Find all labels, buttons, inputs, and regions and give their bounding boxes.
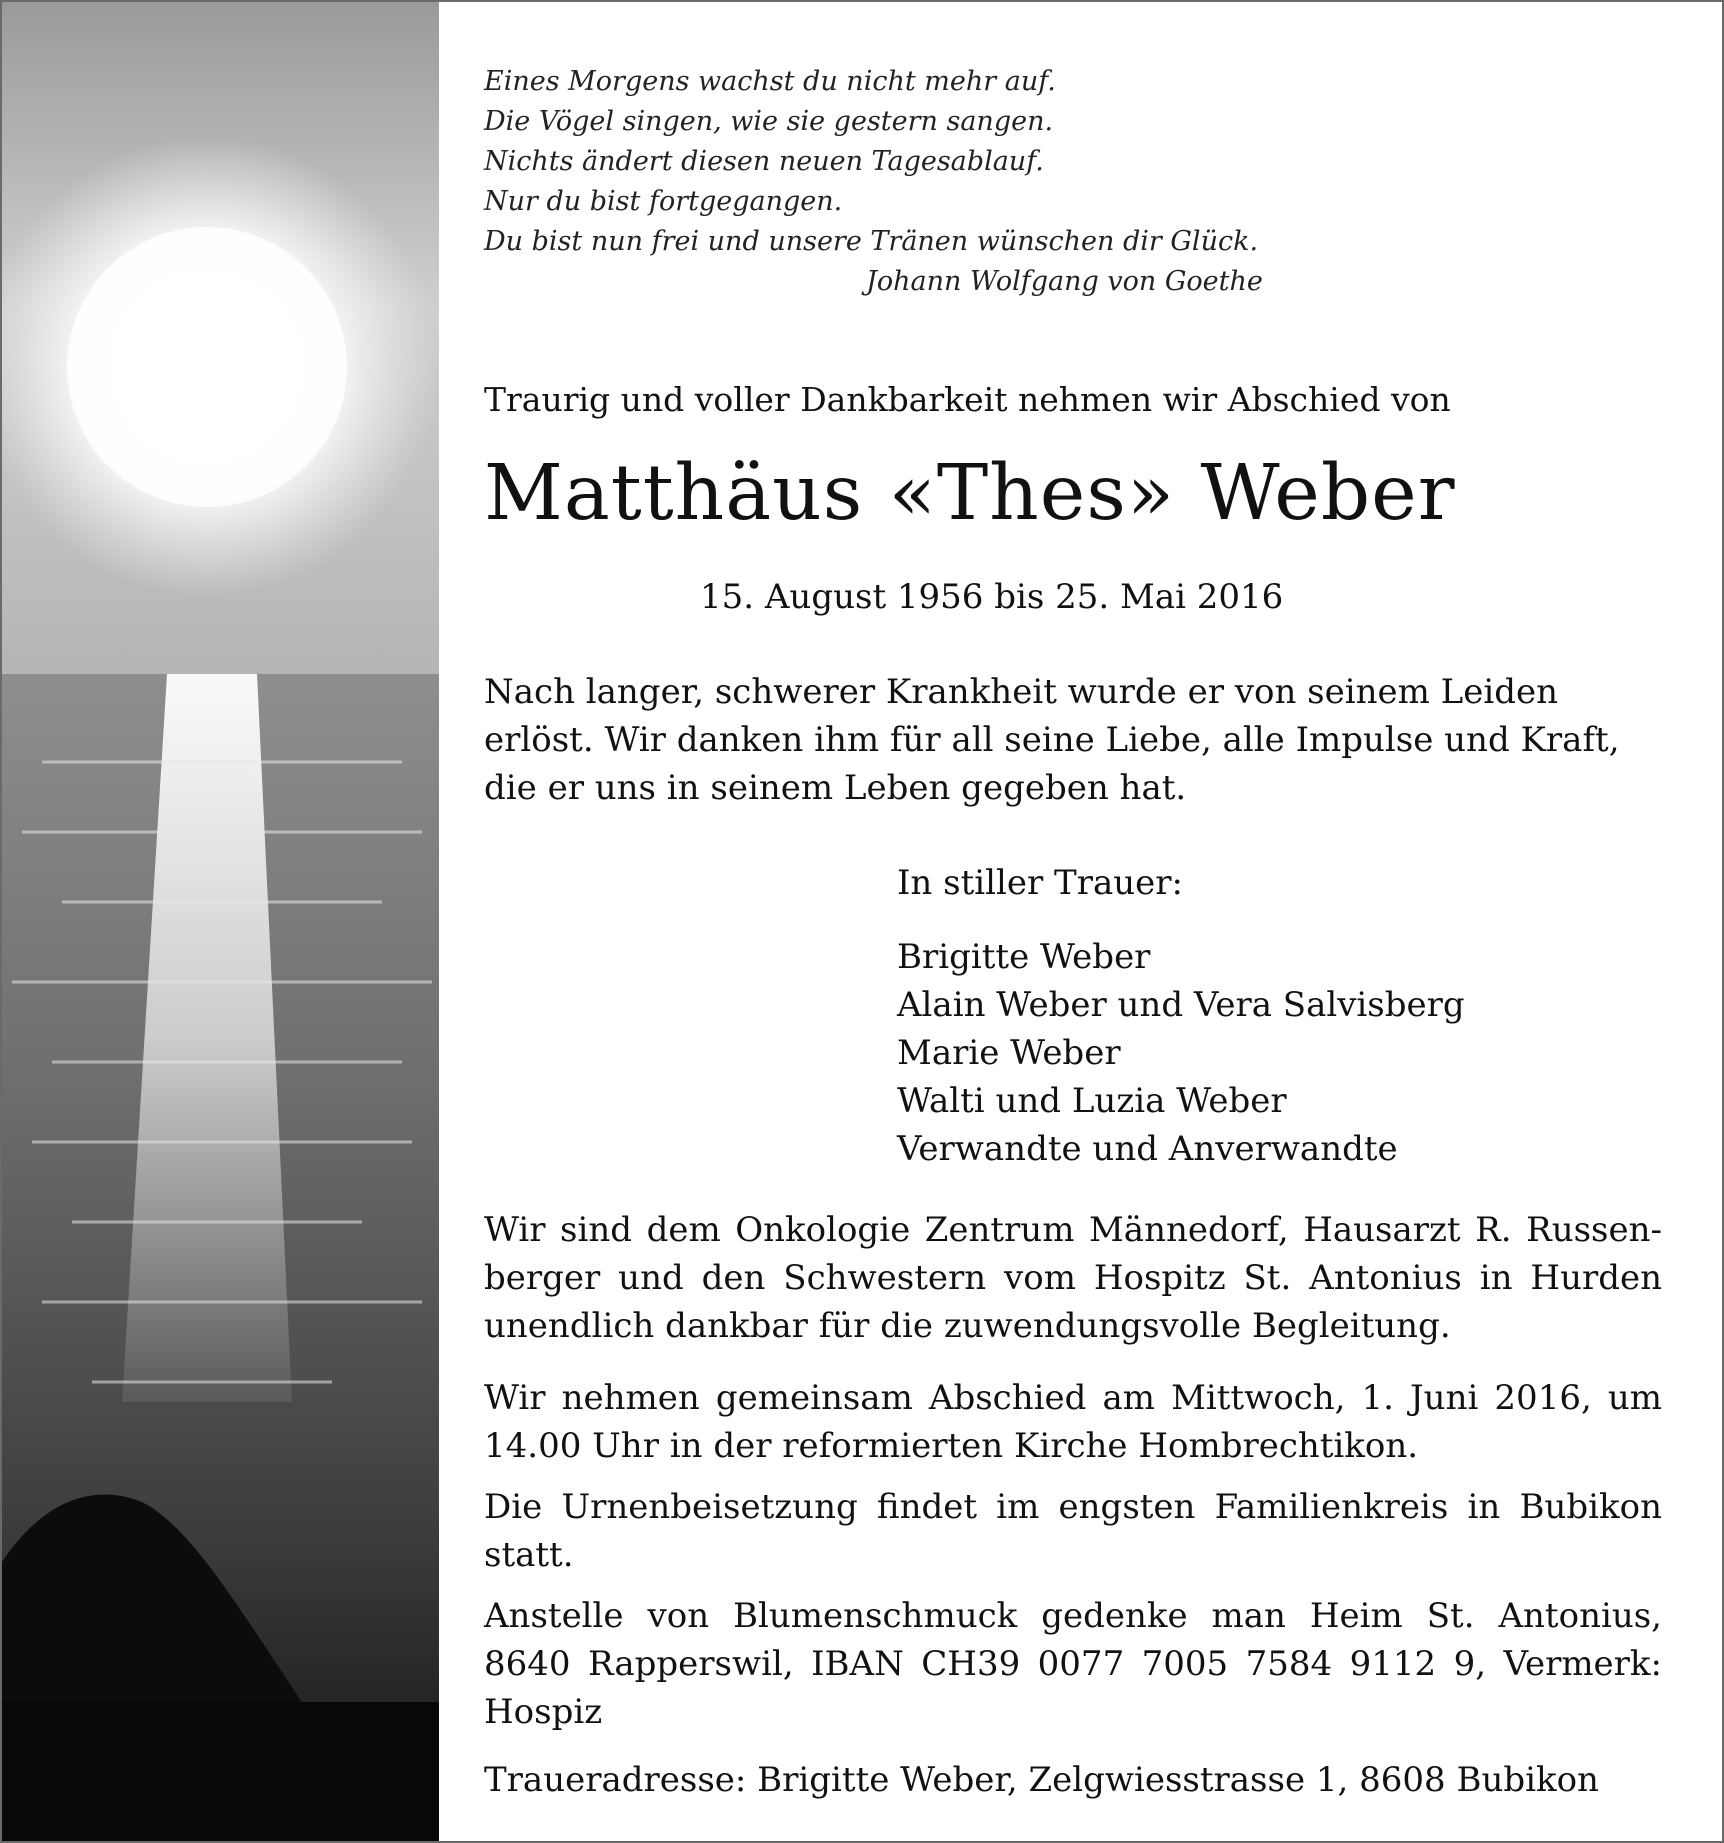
poem-line: Die Vögel singen, wie sie gestern sangen. — [484, 106, 1054, 137]
paragraph-line: Wir sind dem Onkologie Zentrum Männedorf, Hausarzt R. Russen- — [484, 1210, 1662, 1250]
life-dates: 15. August 1956 bis 25. Mai 2016 — [700, 577, 1284, 617]
paragraph-line: statt. — [484, 1535, 574, 1575]
sunset-sea-photo — [2, 2, 439, 1841]
paragraph-line: Wir nehmen gemeinsam Abschied am Mittwoch, 1. Juni 2016, um — [484, 1378, 1662, 1418]
paragraph-line: berger und den Schwestern vom Hospitz St. Antonius in Hurden — [484, 1258, 1662, 1298]
poem-line: Eines Morgens wachst du nicht mehr auf. — [484, 66, 1056, 97]
poem — [484, 62, 1258, 262]
poem-line: Nichts ändert diesen neuen Tagesablauf. — [484, 146, 1044, 177]
mourner-name: Walti und Luzia Weber — [897, 1081, 1287, 1121]
obituary-text — [484, 2, 1664, 1841]
paragraph-line: Nach langer, schwerer Krankheit wurde er von seinem Leiden — [484, 672, 1559, 712]
paragraph-line: 8640 Rapperswil, IBAN CH39 0077 7005 7584 9112 9, Vermerk: — [484, 1644, 1662, 1684]
mourner-name: Verwandte und Anverwandte — [897, 1129, 1398, 1169]
poem-line: Du bist nun frei und unsere Tränen wünschen dir Glück. — [484, 226, 1259, 257]
mourning-address: Traueradresse: Brigitte Weber, Zelgwiesstrasse 1, 8608 Bubikon — [484, 1760, 1599, 1800]
mourner-name: Brigitte Weber — [897, 937, 1151, 977]
paragraph-line: Anstelle von Blumenschmuck gedenke man Heim St. Antonius, — [484, 1596, 1662, 1636]
intro-line: Traurig und voller Dankbarkeit nehmen wir Abschied von — [484, 380, 1451, 419]
farewell-paragraph — [484, 668, 1662, 812]
burial-paragraph — [484, 1483, 1662, 1579]
paragraph-line: 14.00 Uhr in der reformierten Kirche Hombrechtikon. — [484, 1426, 1419, 1466]
thanks-paragraph — [484, 1206, 1662, 1350]
donation-paragraph — [484, 1592, 1662, 1736]
paragraph-line: unendlich dankbar für die zuwendungsvolle Begleitung. — [484, 1306, 1451, 1346]
paragraph-line: Die Urnenbeisetzung findet im engsten Familienkreis in Bubikon — [484, 1487, 1662, 1527]
ceremony-paragraph — [484, 1374, 1662, 1470]
deceased-name: Matthäus «Thes» Weber — [484, 449, 1456, 538]
mourner-name: Alain Weber und Vera Salvisberg — [897, 985, 1465, 1025]
poem-author: Johann Wolfgang von Goethe — [866, 266, 1263, 297]
paragraph-line: erlöst. Wir danken ihm für all seine Liebe, alle Impulse und Kraft, — [484, 720, 1620, 760]
poem-line: Nur du bist fortgegangen. — [484, 186, 843, 217]
paragraph-line: die er uns in seinem Leben gegeben hat. — [484, 768, 1187, 808]
mourners-list — [897, 859, 1465, 1173]
mourners-heading: In stiller Trauer: — [897, 863, 1183, 903]
paragraph-line: Hospiz — [484, 1692, 603, 1732]
mourner-name: Marie Weber — [897, 1033, 1121, 1073]
